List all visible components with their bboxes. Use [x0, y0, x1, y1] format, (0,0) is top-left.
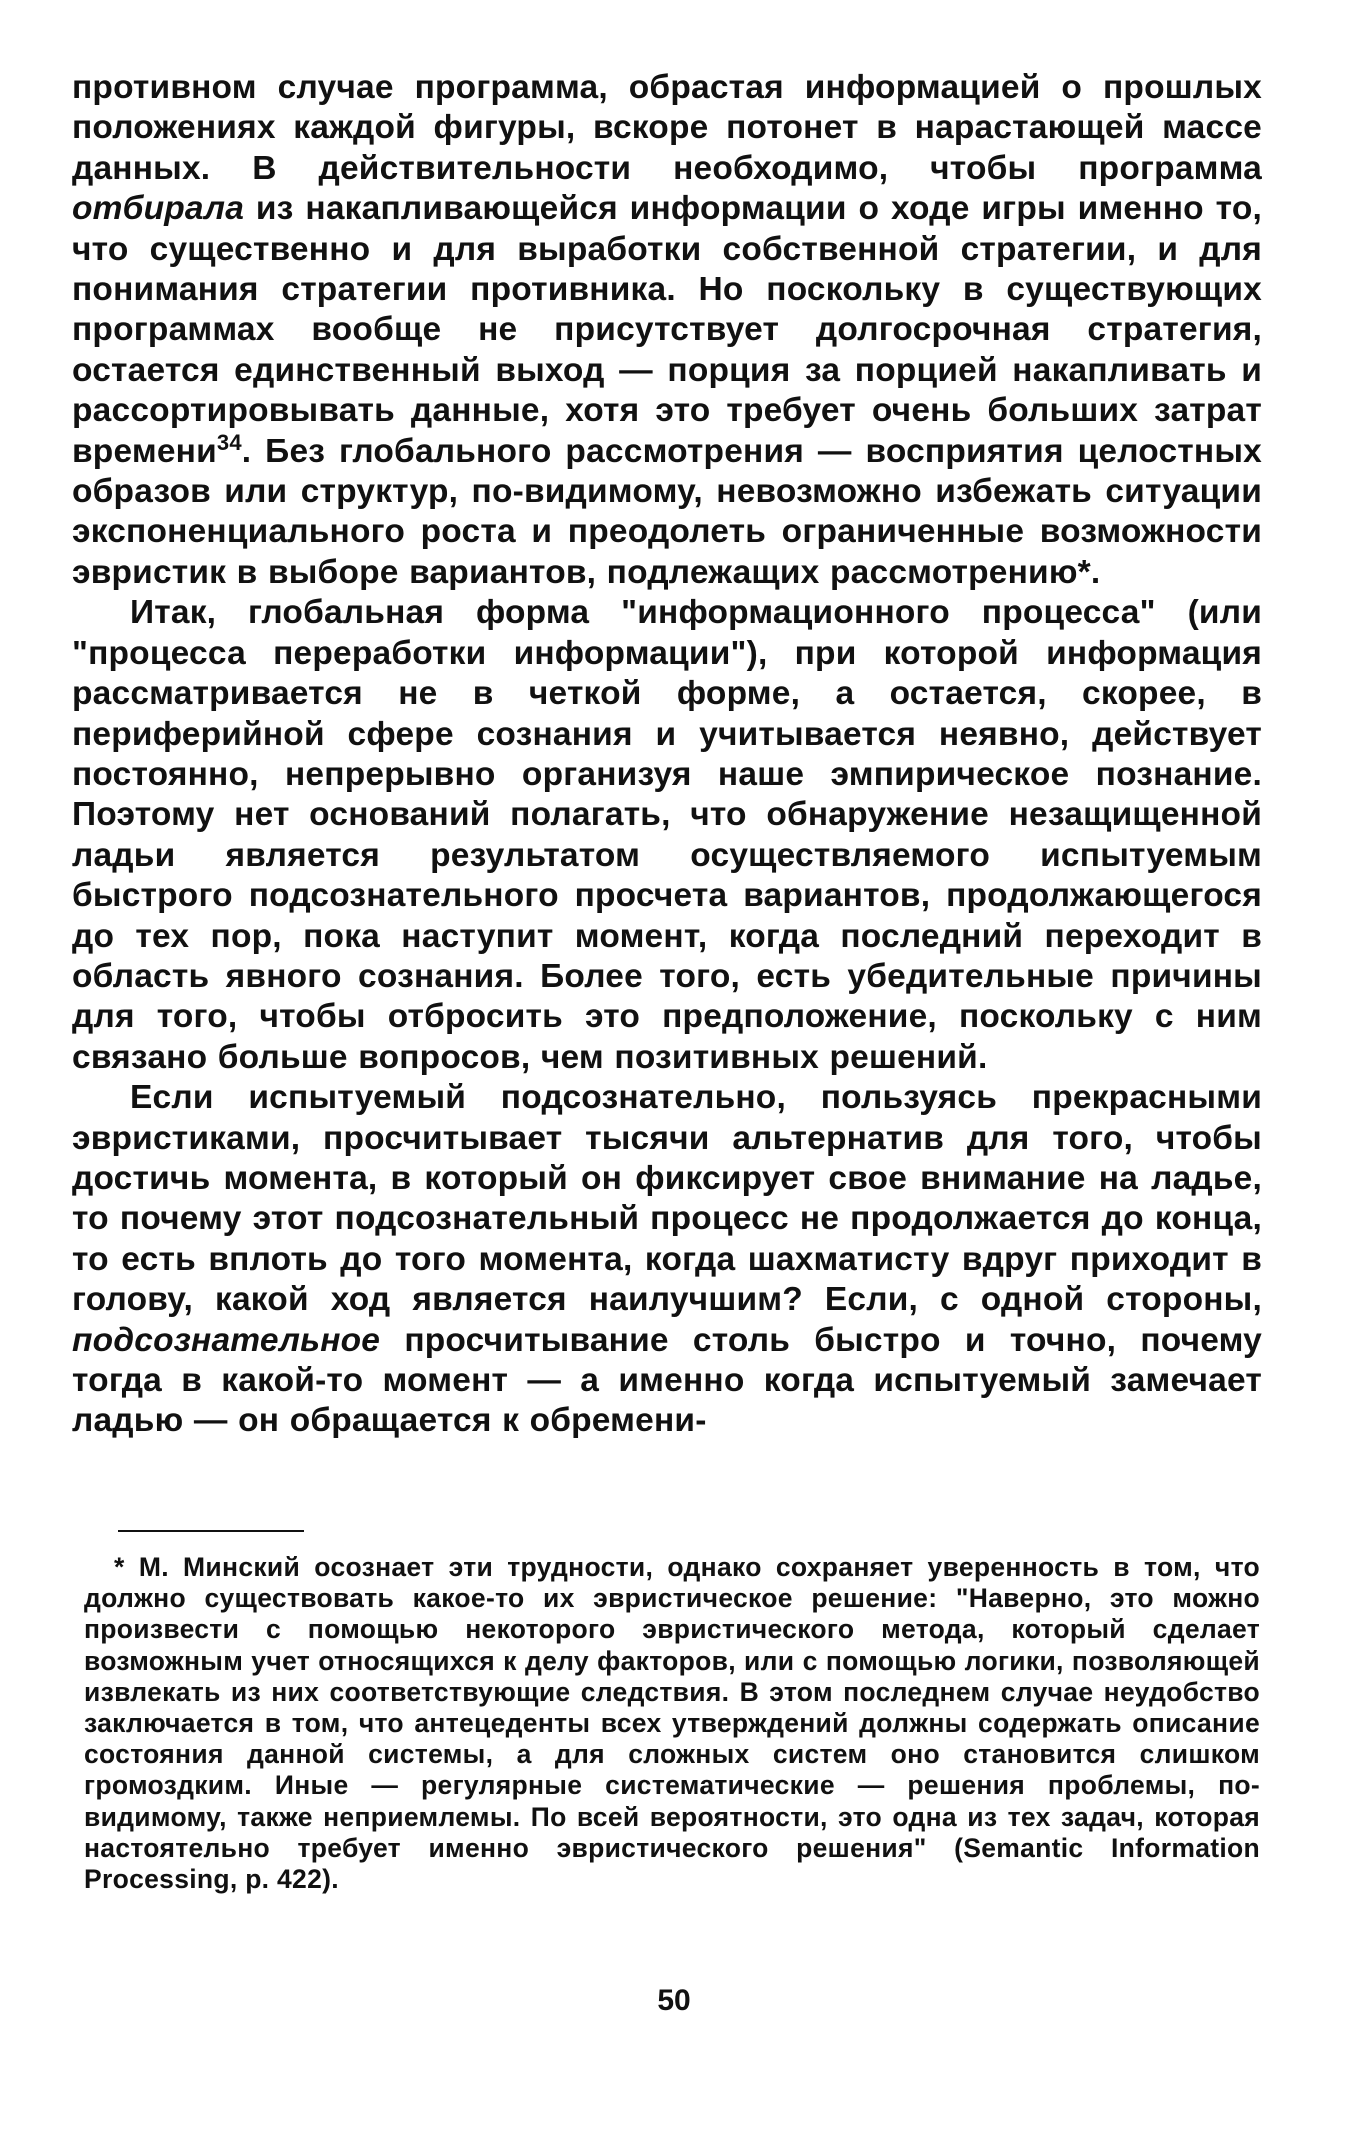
footnote: [84, 1552, 1260, 1895]
page-number: 50: [657, 1984, 691, 2017]
paragraph-2: Итак, глобальная форма "информационного процесса" (или "процесса переработки информации"), при которой информация рассматривается не в четкой форме, а остается, скорее, в периферийной сфере сознания и учитывается неявно, действует постоянно, непрерывно организуя наше эмпирическое познание. Поэтому нет оснований полагать, что обнаружение незащищенной ладьи является результатом осуществляемого испытуемым быстрого подсознательного просчета вариантов, продолжающегося до тех пор, пока наступит момент, когда последний переходит в область явного сознания. Более того, есть убедительные причины для того, чтобы отбросить это предположение, поскольку с ним связано больше вопросов, чем позитивных решений.: [72, 594, 1262, 1076]
paragraph-3-text-a: Если испытуемый подсознательно, пользуясь прекрасными эвристиками, просчитывает тысячи альтернатив для того, чтобы достичь момента, в который он фиксирует свое внимание на ладье, то почему этот подсознательный процесс не продолжается до конца, то есть вплоть до того момента, когда шахматисту вдруг приходит в голову, какой ход является наилучшим? Если, с одной стороны,: [72, 1079, 1262, 1319]
footnote-reference-34: 34: [216, 429, 242, 455]
paragraph-1-text-a: противном случае программа, обрастая информацией о прошлых положениях каждой фигуры, вскоре потонет в нарастающей массе данных. В действительности необходимо, чтобы программа: [72, 69, 1262, 187]
paragraph-3: [72, 1078, 1262, 1442]
paragraph-1: [72, 68, 1262, 593]
footnote-text: * М. Минский осознает эти трудности, однако сохраняет уверенность в том, что должно существовать какое-то их эвристическое решение: "Наверно, это можно произвести с помощью некоторого эвристического метода, который сделает возможным учет относящихся к делу факторов, или с помощью логики, позволяющей извлекать из них соответствующие следствия. В этом последнем случае неудобство заключается в том, что антецеденты всех утверждений должны содержать описание состояния данной системы, а для сложных систем оно становится слишком громоздким. Иные — регулярные систематические — решения проблемы, по-видимому, также неприемлемы. По всей вероятности, это одна из тех задач, которая настоятельно требует именно эвристического решения" (Semantic Information Processing, p. 422).: [84, 1552, 1260, 1895]
footnote-divider: [118, 1530, 304, 1532]
paragraph-3-emphasis: подсознательное: [72, 1321, 381, 1359]
paragraph-1-text-b: из накапливающейся информации о ходе игры именно то, что существенно и для выработки собственной стратегии, и для понимания стратегии противника. Но поскольку в существующих программах вообще не присутствует долгосрочная стратегия, остается единственный выход — порция за порцией накапливать и рассортировывать данные, хотя это требует очень больших затрат времени: [72, 190, 1262, 470]
paragraph-1-emphasis: отбирала: [72, 190, 245, 228]
main-text: [72, 68, 1262, 1442]
paragraph-3-text-b: просчитывание столь быстро и точно, почему тогда в какой-то момент — а именно когда испытуемый замечает ладью — он обращается к обремени-: [72, 1321, 1262, 1440]
paragraph-1-text-c: . Без глобального рассмотрения — восприятия целостных образов или структур, по-видимому, невозможно избежать ситуации экспоненциального роста и преодолеть ограниченные возможности эвристик в выборе вариантов, подлежащих рассмотрению*.: [72, 432, 1262, 591]
